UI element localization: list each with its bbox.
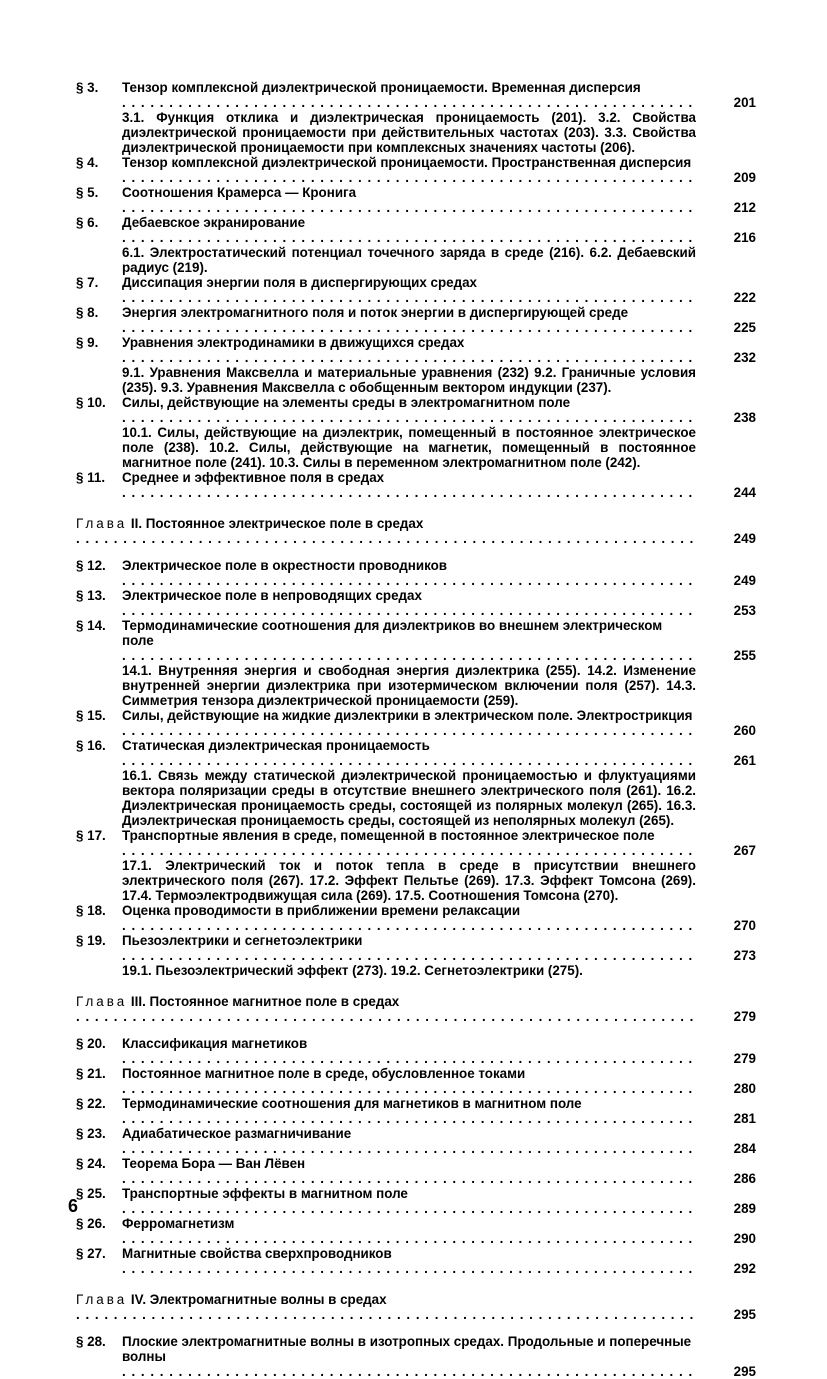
section-number: § 10. bbox=[76, 395, 106, 410]
section-number: § 9. bbox=[76, 335, 99, 350]
toc-entry-head bbox=[76, 1156, 756, 1186]
toc-entry bbox=[76, 738, 756, 828]
chapter-title: II. Постоянное электрическое поле в средах bbox=[130, 516, 424, 531]
section-number: § 23. bbox=[76, 1126, 106, 1141]
section-number: § 8. bbox=[76, 305, 99, 320]
section-title: Электрическое поле в окрестности проводников bbox=[122, 558, 448, 573]
toc-entry-head bbox=[76, 215, 756, 245]
toc-entry-head bbox=[76, 1334, 756, 1379]
section-page: 295 bbox=[733, 1364, 756, 1379]
toc-entry bbox=[76, 395, 756, 470]
section-title: Адиабатическое размагничивание bbox=[122, 1126, 352, 1141]
chapter-page: 279 bbox=[733, 1009, 756, 1024]
section-page: 273 bbox=[733, 948, 756, 963]
subsection-list: 9.1. Уравнения Максвелла и материальные уравнения (232) 9.2. Граничные условия (235). 9.3. Уравнения Максвелла с обобщенным вектором индукции (237). bbox=[122, 365, 696, 395]
chapter-label: Глава bbox=[76, 516, 128, 531]
section-number: § 16. bbox=[76, 738, 106, 753]
section-number: § 14. bbox=[76, 618, 106, 633]
toc-entry-head bbox=[76, 933, 756, 963]
section-number: § 18. bbox=[76, 903, 106, 918]
table-of-contents bbox=[76, 80, 756, 1379]
toc-entry-head bbox=[76, 1246, 756, 1276]
section-page: 267 bbox=[733, 843, 756, 858]
toc-entry-head bbox=[76, 738, 756, 768]
toc-entry-head bbox=[76, 1066, 756, 1096]
toc-entry-head bbox=[76, 305, 756, 335]
subsection-list: 19.1. Пьезоэлектрический эффект (273). 19.2. Сегнетоэлектрики (275). bbox=[122, 963, 583, 978]
section-number: § 21. bbox=[76, 1066, 106, 1081]
section-title: Пьезоэлектрики и сегнетоэлектрики bbox=[122, 933, 363, 948]
section-page: 212 bbox=[733, 200, 756, 215]
toc-entry bbox=[76, 1096, 756, 1126]
section-number: § 7. bbox=[76, 275, 99, 290]
section-page: 249 bbox=[733, 573, 756, 588]
toc-entry bbox=[76, 305, 756, 335]
toc-entry-head bbox=[76, 395, 756, 425]
section-title: Тензор комплексной диэлектрической проницаемости. Временная дисперсия bbox=[122, 80, 641, 95]
toc-entry-head bbox=[76, 155, 756, 185]
section-number: § 11. bbox=[76, 470, 106, 485]
section-number: § 24. bbox=[76, 1156, 106, 1171]
section-number: § 12. bbox=[76, 558, 106, 573]
section-number: § 25. bbox=[76, 1186, 106, 1201]
section-title: Ферромагнетизм bbox=[122, 1216, 235, 1231]
toc-entry-head bbox=[76, 185, 756, 215]
section-title: Электрическое поле в непроводящих средах bbox=[122, 588, 422, 603]
section-title: Соотношения Крамерса — Кронига bbox=[122, 185, 357, 200]
toc-entry bbox=[76, 1036, 756, 1066]
toc-entry bbox=[76, 828, 756, 903]
toc-entry bbox=[76, 708, 756, 738]
section-page: 238 bbox=[733, 410, 756, 425]
section-page: 292 bbox=[733, 1261, 756, 1276]
chapter-4-heading bbox=[76, 1292, 756, 1322]
section-page: 281 bbox=[733, 1111, 756, 1126]
subsection-list: 3.1. Функция отклика и диэлектрическая проницаемость (201). 3.2. Свойства диэлектрической проницаемости при действительных частотах (203). 3.3. Свойства диэлектрической проницаемости при комплексных значениях частоты (206). bbox=[122, 110, 696, 155]
section-page: 260 bbox=[733, 723, 756, 738]
toc-entry bbox=[76, 1126, 756, 1156]
toc-entry bbox=[76, 1186, 756, 1216]
toc-entry bbox=[76, 558, 756, 588]
toc-entry bbox=[76, 1156, 756, 1186]
toc-entry-head bbox=[76, 828, 756, 858]
toc-entry bbox=[76, 335, 756, 395]
toc-entry-head bbox=[76, 618, 756, 663]
toc-group-chapter-2 bbox=[76, 558, 756, 978]
section-page: 222 bbox=[733, 290, 756, 305]
section-page: 201 bbox=[733, 95, 756, 110]
toc-entry-head bbox=[76, 708, 756, 738]
section-page: 280 bbox=[733, 1081, 756, 1096]
toc-entry-head bbox=[76, 1096, 756, 1126]
section-title: Энергия электромагнитного поля и поток энергии в диспергирующей среде bbox=[122, 305, 629, 320]
toc-entry-head bbox=[76, 470, 756, 500]
section-number: § 5. bbox=[76, 185, 99, 200]
section-page: 253 bbox=[733, 603, 756, 618]
subsection-list: 6.1. Электростатический потенциал точечного заряда в среде (216). 6.2. Дебаевский радиус (219). bbox=[122, 245, 696, 275]
toc-entry bbox=[76, 1216, 756, 1246]
chapter-title: III. Постоянное магнитное поле в средах bbox=[130, 994, 400, 1009]
toc-entry bbox=[76, 215, 756, 275]
subsection-list: 17.1. Электрический ток и поток тепла в среде в присутствии внешнего электрического поля (267). 17.2. Эффект Пельтье (269). 17.3. Эффект Томсона (269). 17.4. Термоэлектродвижущая сила (269). 17.5. Соотношения Томсона (270). bbox=[122, 858, 696, 903]
toc-entry bbox=[76, 185, 756, 215]
section-title: Статическая диэлектрическая проницаемость bbox=[122, 738, 430, 753]
toc-entry bbox=[76, 618, 756, 708]
chapter-label: Глава bbox=[76, 1292, 128, 1307]
chapter-page: 295 bbox=[733, 1307, 756, 1322]
toc-entry bbox=[76, 1246, 756, 1276]
section-page: 232 bbox=[733, 350, 756, 365]
section-page: 289 bbox=[733, 1201, 756, 1216]
section-page: 216 bbox=[733, 230, 756, 245]
toc-entry-head bbox=[76, 1126, 756, 1156]
section-page: 255 bbox=[733, 648, 756, 663]
subsection-list: 16.1. Связь между статической диэлектрической проницаемостью и флуктуациями вектора поляризации среды в отсутствие внешнего электрического поля (261). 16.2. Диэлектрическая проницаемость среды, состоящей из полярных молекул (265). 16.3. Диэлектрическая проницаемость среды, состоящей из неполярных молекул (265). bbox=[122, 768, 696, 828]
section-page: 270 bbox=[733, 918, 756, 933]
section-title: Постоянное магнитное поле в среде, обусловленное токами bbox=[122, 1066, 526, 1081]
section-title: Транспортные явления в среде, помещенной в постоянное электрическое поле bbox=[122, 828, 655, 843]
section-page: 209 bbox=[733, 170, 756, 185]
section-number: § 17. bbox=[76, 828, 106, 843]
section-title: Термодинамические соотношения для диэлектриков во внешнем электрическом поле bbox=[122, 618, 663, 648]
section-number: § 22. bbox=[76, 1096, 106, 1111]
toc-entry bbox=[76, 275, 756, 305]
section-title: Диссипация энергии поля в диспергирующих средах bbox=[122, 275, 477, 290]
section-page: 279 bbox=[733, 1051, 756, 1066]
section-number: § 6. bbox=[76, 215, 99, 230]
section-title: Термодинамические соотношения для магнетиков в магнитном поле bbox=[122, 1096, 582, 1111]
toc-entry bbox=[76, 470, 756, 500]
section-title: Уравнения электродинамики в движущихся средах bbox=[122, 335, 465, 350]
section-number: § 27. bbox=[76, 1246, 106, 1261]
section-title: Силы, действующие на элементы среды в электромагнитном поле bbox=[122, 395, 571, 410]
chapter-title: IV. Электромагнитные волны в средах bbox=[130, 1292, 387, 1307]
subsection-list: 10.1. Силы, действующие на диэлектрик, помещенный в постоянное электрическое поле (238). 10.2. Силы, действующие на магнетик, помещенный в постоянное магнитное поле (241). 10.3. Силы в переменном электромагнитном поле (242). bbox=[122, 425, 696, 470]
toc-entry bbox=[76, 1066, 756, 1096]
toc-entry bbox=[76, 588, 756, 618]
section-page: 261 bbox=[733, 753, 756, 768]
section-number: § 15. bbox=[76, 708, 106, 723]
section-page: 284 bbox=[733, 1141, 756, 1156]
toc-entry-head bbox=[76, 1036, 756, 1066]
section-page: 225 bbox=[733, 320, 756, 335]
section-title: Дебаевское экранирование bbox=[122, 215, 306, 230]
toc-entry bbox=[76, 933, 756, 978]
page-number: 6 bbox=[68, 1196, 79, 1216]
section-title: Оценка проводимости в приближении времени релаксации bbox=[122, 903, 521, 918]
toc-entry-head bbox=[76, 558, 756, 588]
chapter-label: Глава bbox=[76, 994, 128, 1009]
section-title: Плоские электромагнитные волны в изотропных средах. Продольные и поперечные волны bbox=[122, 1334, 692, 1364]
section-number: § 13. bbox=[76, 588, 106, 603]
toc-entry-head bbox=[76, 1216, 756, 1246]
toc-entry bbox=[76, 903, 756, 933]
toc-entry bbox=[76, 1334, 756, 1379]
toc-entry bbox=[76, 155, 756, 185]
section-page: 244 bbox=[733, 485, 756, 500]
section-page: 286 bbox=[733, 1171, 756, 1186]
toc-entry bbox=[76, 80, 756, 155]
section-page: 290 bbox=[733, 1231, 756, 1246]
toc-entry-head bbox=[76, 903, 756, 933]
subsection-list: 14.1. Внутренняя энергия и свободная энергия диэлектрика (255). 14.2. Изменение внутренней энергии диэлектрика при изотермическом включении поля (257). 14.3. Симметрия тензора диэлектрической проницаемости (259). bbox=[122, 663, 696, 708]
toc-entry-head bbox=[76, 80, 756, 110]
chapter-3-heading bbox=[76, 994, 756, 1024]
section-title: Магнитные свойства сверхпроводников bbox=[122, 1246, 392, 1261]
toc-entry-head bbox=[76, 1186, 756, 1216]
section-number: § 26. bbox=[76, 1216, 106, 1231]
toc-entry-head bbox=[76, 275, 756, 305]
section-title: Тензор комплексной диэлектрической проницаемости. Пространственная дисперсия bbox=[122, 155, 692, 170]
section-title: Транспортные эффекты в магнитном поле bbox=[122, 1186, 408, 1201]
section-number: § 4. bbox=[76, 155, 99, 170]
chapter-page: 249 bbox=[733, 531, 756, 546]
toc-entry-head bbox=[76, 335, 756, 365]
section-number: § 20. bbox=[76, 1036, 106, 1051]
toc-group-chapter-3 bbox=[76, 1036, 756, 1276]
toc-group-chapter-1 bbox=[76, 80, 756, 500]
toc-entry-head bbox=[76, 588, 756, 618]
toc-group-chapter-4 bbox=[76, 1334, 756, 1379]
section-number: § 3. bbox=[76, 80, 99, 95]
section-title: Классификация магнетиков bbox=[122, 1036, 308, 1051]
section-title: Силы, действующие на жидкие диэлектрики в электрическом поле. Электрострикция bbox=[122, 708, 693, 723]
section-title: Среднее и эффективное поля в средах bbox=[122, 470, 385, 485]
chapter-2-heading bbox=[76, 516, 756, 546]
section-title: Теорема Бора — Ван Лёвен bbox=[122, 1156, 306, 1171]
section-number: § 28. bbox=[76, 1334, 106, 1349]
section-number: § 19. bbox=[76, 933, 106, 948]
